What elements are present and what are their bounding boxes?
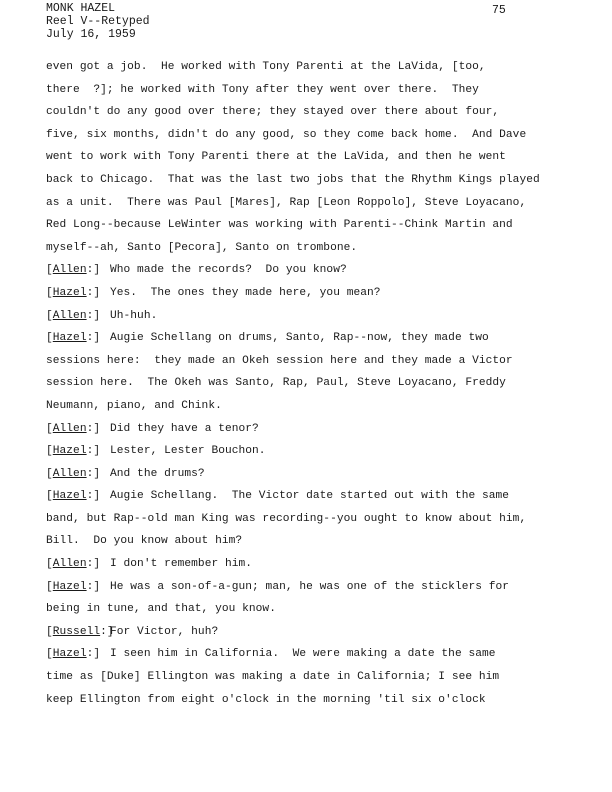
speaker-line — [46, 643, 566, 666]
speaker-line — [46, 576, 566, 599]
speaker-line — [46, 305, 566, 328]
line-text: Neumann, piano, and Chink. — [46, 399, 222, 412]
speaker-name: Allen — [52, 422, 87, 435]
speaker-line — [46, 259, 566, 282]
speaker-label: [Hazel:] — [46, 648, 101, 661]
transcript-line — [46, 79, 566, 102]
speaker-name: Allen — [52, 558, 87, 571]
line-text: myself--ah, Santo [Pecora], Santo on trombone. — [46, 241, 358, 254]
line-text: sessions here: they made an Okeh session here and they made a Victor — [46, 354, 513, 367]
speaker-name: Hazel — [52, 648, 87, 661]
line-text: And the drums? — [110, 467, 205, 480]
line-text: session here. The Okeh was Santo, Rap, Paul, Steve Loyacano, Freddy — [46, 377, 506, 390]
transcript-line — [46, 237, 566, 260]
speaker-name: Russell — [52, 625, 101, 638]
transcript-line — [46, 598, 566, 621]
line-text: He was a son-of-a-gun; man, he was one of the sticklers for — [110, 580, 510, 593]
header-line-subject: MONK HAZEL — [46, 2, 116, 15]
line-text: I seen him in California. We were making a date the same — [110, 648, 496, 661]
document-header — [46, 2, 150, 41]
transcript-line — [46, 146, 566, 169]
line-text: being in tune, and that, you know. — [46, 603, 276, 616]
transcript-line — [46, 508, 566, 531]
speaker-name: Hazel — [52, 286, 87, 299]
header-line-date: July 16, 1959 — [46, 28, 136, 41]
speaker-label: [Russell:] — [46, 625, 114, 638]
line-text: couldn't do any good over there; they stayed over there about four, — [46, 106, 500, 119]
transcript-line — [46, 214, 566, 237]
speaker-label: [Hazel:] — [46, 286, 101, 299]
speaker-line — [46, 621, 566, 644]
speaker-line — [46, 327, 566, 350]
speaker-label: [Allen:] — [46, 467, 101, 480]
transcript-line — [46, 530, 566, 553]
transcript-body — [46, 56, 566, 711]
line-text: five, six months, didn't do any good, so they come back home. And Dave — [46, 128, 527, 141]
transcript-line — [46, 101, 566, 124]
transcript-line — [46, 169, 566, 192]
speaker-label: [Allen:] — [46, 422, 101, 435]
line-text: Yes. The ones they made here, you mean? — [110, 286, 381, 299]
line-text: Did they have a tenor? — [110, 422, 259, 435]
line-text: I don't remember him. — [110, 558, 253, 571]
speaker-line — [46, 418, 566, 441]
line-text: Augie Schellang on drums, Santo, Rap--now, they made two — [110, 332, 489, 345]
line-text: Lester, Lester Bouchon. — [110, 445, 266, 458]
speaker-label: [Hazel:] — [46, 445, 101, 458]
speaker-label: [Allen:] — [46, 309, 101, 322]
speaker-name: Allen — [52, 264, 87, 277]
line-text: time as [Duke] Ellington was making a date in California; I see him — [46, 671, 500, 684]
speaker-name: Allen — [52, 467, 87, 480]
line-text: Uh-huh. — [110, 309, 158, 322]
transcript-line — [46, 350, 566, 373]
speaker-label: [Hazel:] — [46, 490, 101, 503]
transcript-line — [46, 192, 566, 215]
speaker-line — [46, 553, 566, 576]
line-text: went to work with Tony Parenti there at the LaVida, and then he went — [46, 151, 506, 164]
transcript-line — [46, 56, 566, 79]
line-text: there ?]; he worked with Tony after they went over there. They — [46, 83, 479, 96]
line-text: keep Ellington from eight o'clock in the morning 'til six o'clock — [46, 693, 486, 706]
transcript-line — [46, 689, 566, 712]
speaker-line — [46, 485, 566, 508]
speaker-name: Hazel — [52, 445, 87, 458]
transcript-line — [46, 124, 566, 147]
transcript-line — [46, 372, 566, 395]
line-text: band, but Rap--old man King was recording--you ought to know about him, — [46, 512, 527, 525]
line-text: Bill. Do you know about him? — [46, 535, 243, 548]
transcript-line — [46, 666, 566, 689]
speaker-name: Hazel — [52, 490, 87, 503]
speaker-line — [46, 440, 566, 463]
speaker-name: Hazel — [52, 580, 87, 593]
line-text: Augie Schellang. The Victor date started out with the same — [110, 490, 510, 503]
header-line-reel: Reel V--Retyped — [46, 15, 150, 28]
line-text: as a unit. There was Paul [Mares], Rap [Leon Roppolo], Steve Loyacano, — [46, 196, 527, 209]
speaker-name: Hazel — [52, 332, 87, 345]
line-text: Who made the records? Do you know? — [110, 264, 347, 277]
speaker-label: [Allen:] — [46, 558, 101, 571]
speaker-label: [Hazel:] — [46, 332, 101, 345]
line-text: back to Chicago. That was the last two jobs that the Rhythm Kings played — [46, 173, 540, 186]
line-text: Red Long--because LeWinter was working with Parenti--Chink Martin and — [46, 219, 513, 232]
page-number: 75 — [492, 4, 506, 17]
speaker-line — [46, 282, 566, 305]
speaker-line — [46, 463, 566, 486]
line-text: even got a job. He worked with Tony Parenti at the LaVida, [too, — [46, 61, 486, 73]
speaker-label: [Hazel:] — [46, 580, 101, 593]
speaker-name: Allen — [52, 309, 87, 322]
transcript-line — [46, 395, 566, 418]
speaker-label: [Allen:] — [46, 264, 101, 277]
line-text: For Victor, huh? — [110, 625, 219, 638]
